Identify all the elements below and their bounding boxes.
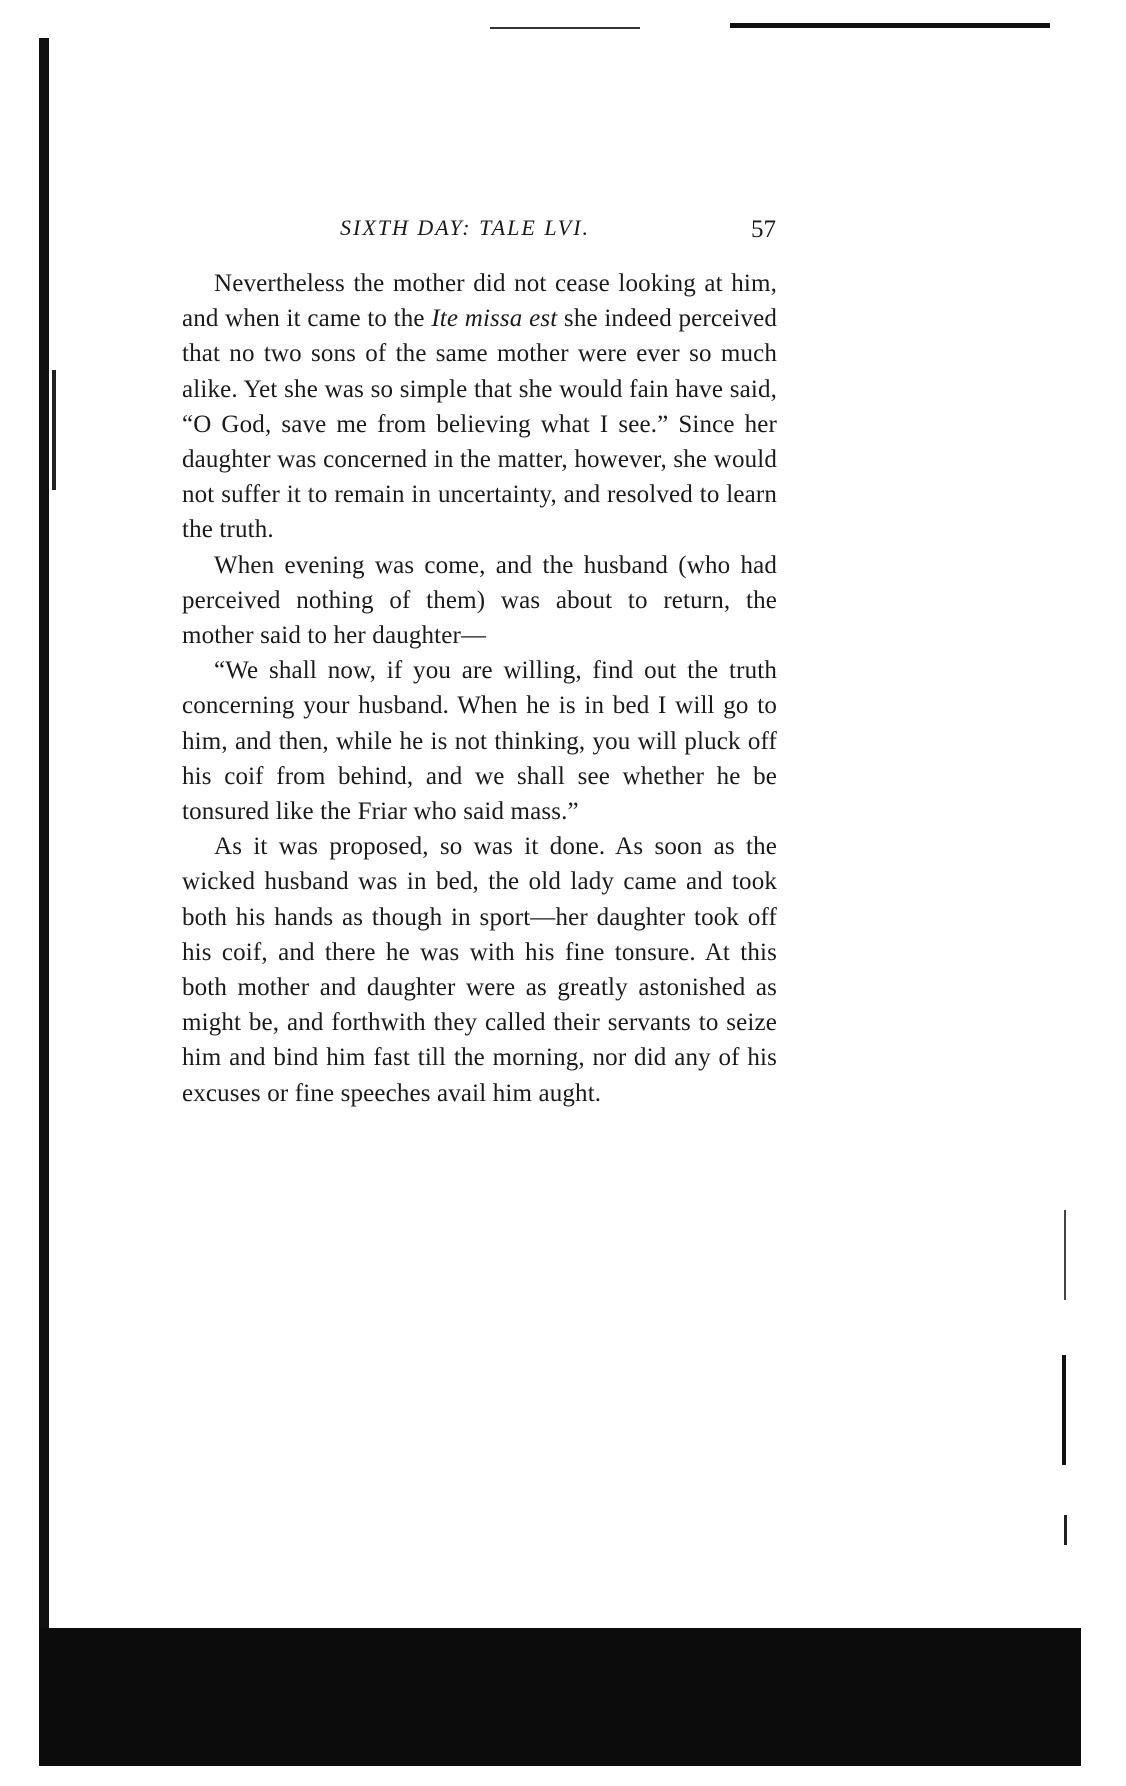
body-text <box>182 266 777 1111</box>
paragraph: “We shall now, if you are willing, find out the truth concerning your husband. When he is in bed I will go to him, and then, while he is not thinking, you will pluck off his coif from behind, and we shall see whether he be tonsured like the Friar who said mass.” <box>182 657 777 826</box>
scan-artifact-mark <box>1064 1515 1067 1545</box>
page-number: 57 <box>751 216 776 243</box>
paragraph: When evening was come, and the husband (who had perceived nothing of them) was about to return, the mother said to her daughter— <box>182 551 777 650</box>
paragraph-text: Nevertheless the mother did not cease looking at him, and when it came to the <box>182 270 777 333</box>
latin-phrase: Ite missa est <box>431 305 558 333</box>
running-header-title: SIXTH DAY: TALE LVI. <box>340 215 591 240</box>
running-header <box>185 210 780 250</box>
scan-artifact-line <box>730 23 1050 28</box>
scan-artifact-binding-edge <box>39 38 49 1738</box>
paragraph <box>182 266 777 548</box>
scan-artifact-mark <box>1062 1355 1066 1465</box>
paragraph-text: she indeed perceived that no two sons of the same mother were ever so much alike. Yet she was so simple that she would fain have said, “O God, save me from believing what I see.” Since her daughter was concerned in the matter, however, she would not suffer it to remain in uncertainty, and resolved to learn the truth. <box>182 305 778 544</box>
scan-artifact-mark <box>1064 1210 1066 1300</box>
scan-artifact-bottom-edge <box>39 1628 1081 1766</box>
paragraph: As it was proposed, so was it done. As soon as the wicked husband was in bed, the old lady came and took both his hands as though in sport—her daughter took off his coif, and there he was with his fine tonsure. At this both mother and daughter were as greatly astonished as might be, and forthwith they called their servants to seize him and bind him fast till the morning, nor did any of his excuses or fine speeches avail him aught. <box>182 833 777 1107</box>
scan-artifact-mark <box>52 370 56 490</box>
scan-artifact-line <box>490 27 640 29</box>
